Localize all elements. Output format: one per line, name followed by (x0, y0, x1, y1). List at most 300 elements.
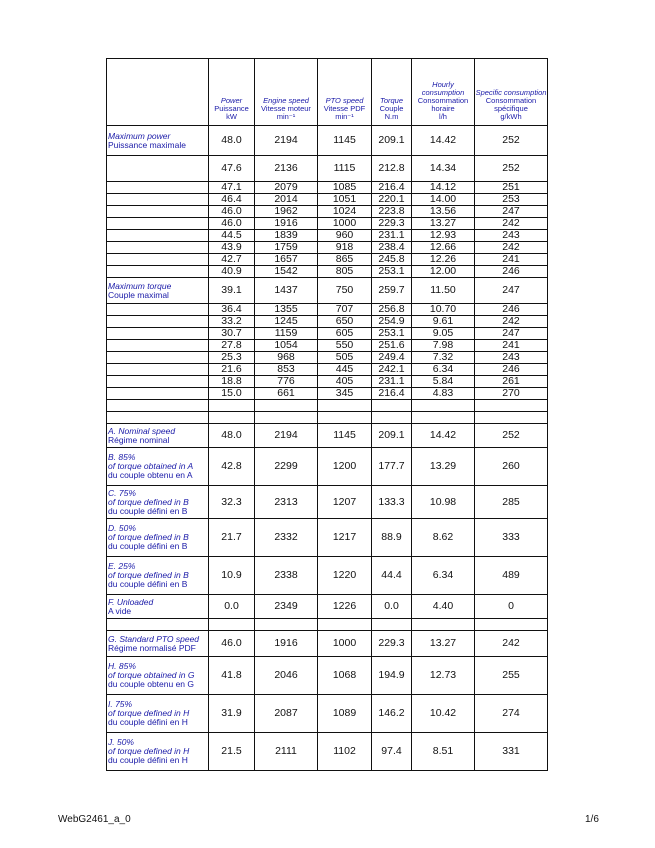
header-specific-consumption-fr: Consommation spécifique (485, 96, 537, 113)
cell-torque: 97.4 (372, 733, 412, 771)
row-label-fr: du couple défini en H (108, 717, 188, 727)
cell-pto-speed: 1000 (318, 218, 372, 230)
cell-pto-speed: 1226 (318, 595, 372, 619)
cell-engine-speed: 2349 (255, 595, 318, 619)
cell-engine-speed: 776 (255, 376, 318, 388)
cell-engine-speed: 2313 (255, 486, 318, 519)
header-engine-speed-fr: Vitesse moteur (261, 104, 311, 113)
row-label (107, 448, 209, 486)
cell-engine-speed: 968 (255, 352, 318, 364)
cell-power: 21.7 (209, 519, 255, 557)
cell-hourly-consumption: 13.27 (412, 631, 475, 657)
cell-pto-speed: 1102 (318, 733, 372, 771)
cell-pto-speed: 405 (318, 376, 372, 388)
cell-power: 42.7 (209, 254, 255, 266)
header-hourly-consumption (412, 59, 475, 126)
cell-specific-consumption: 274 (475, 695, 548, 733)
cell-power: 46.4 (209, 194, 255, 206)
cell-torque (372, 400, 412, 412)
cell-hourly-consumption (412, 400, 475, 412)
row-label (107, 266, 209, 278)
cell-pto-speed: 1085 (318, 182, 372, 194)
cell-pto-speed: 1145 (318, 424, 372, 448)
cell-pto-speed: 1145 (318, 126, 372, 156)
row-label (107, 364, 209, 376)
cell-pto-speed: 750 (318, 278, 372, 304)
row-label-en: A. Nominal speed (108, 425, 176, 436)
header-torque-unit: N.m (384, 112, 399, 121)
cell-engine-speed: 2079 (255, 182, 318, 194)
cell-hourly-consumption: 5.84 (412, 376, 475, 388)
cell-pto-speed: 1115 (318, 156, 372, 182)
table-row (107, 657, 548, 695)
row-label (107, 412, 209, 424)
cell-engine-speed: 2087 (255, 695, 318, 733)
cell-engine-speed: 1054 (255, 340, 318, 352)
row-label (107, 218, 209, 230)
cell-power: 46.0 (209, 631, 255, 657)
cell-power: 21.6 (209, 364, 255, 376)
cell-power: 15.0 (209, 388, 255, 400)
cell-pto-speed: 1000 (318, 631, 372, 657)
cell-hourly-consumption: 6.34 (412, 364, 475, 376)
row-label (107, 304, 209, 316)
cell-hourly-consumption: 14.42 (412, 424, 475, 448)
cell-torque: 216.4 (372, 182, 412, 194)
cell-hourly-consumption: 6.34 (412, 557, 475, 595)
header-pto-speed (318, 59, 372, 126)
row-label (107, 557, 209, 595)
row-label-en: E. 25% of torque defined in B (108, 561, 189, 580)
cell-power: 32.3 (209, 486, 255, 519)
row-label (107, 388, 209, 400)
cell-hourly-consumption: 8.51 (412, 733, 475, 771)
cell-pto-speed: 1051 (318, 194, 372, 206)
cell-specific-consumption: 243 (475, 352, 548, 364)
row-label (107, 340, 209, 352)
row-label-fr: Couple maximal (108, 289, 169, 300)
cell-hourly-consumption: 14.34 (412, 156, 475, 182)
cell-torque: 0.0 (372, 595, 412, 619)
row-label-fr: Puissance maximale (108, 139, 186, 150)
cell-specific-consumption: 246 (475, 364, 548, 376)
row-label (107, 424, 209, 448)
cell-specific-consumption (475, 412, 548, 424)
row-label-en: C. 75% of torque defined in B (108, 487, 189, 507)
header-engine-speed (255, 59, 318, 126)
row-label (107, 631, 209, 657)
row-label (107, 657, 209, 695)
row-label (107, 206, 209, 218)
cell-torque: 249.4 (372, 352, 412, 364)
cell-power: 39.1 (209, 278, 255, 304)
cell-specific-consumption: 242 (475, 242, 548, 254)
header-power (209, 59, 255, 126)
table-row (107, 364, 548, 376)
table-row (107, 242, 548, 254)
cell-power: 43.9 (209, 242, 255, 254)
cell-hourly-consumption: 12.93 (412, 230, 475, 242)
cell-power: 48.0 (209, 126, 255, 156)
cell-engine-speed: 2194 (255, 424, 318, 448)
cell-engine-speed: 1657 (255, 254, 318, 266)
cell-hourly-consumption: 12.66 (412, 242, 475, 254)
table-row (107, 388, 548, 400)
cell-engine-speed: 2111 (255, 733, 318, 771)
header-power-fr: Puissance (214, 104, 249, 113)
cell-power (209, 619, 255, 631)
cell-specific-consumption: 252 (475, 126, 548, 156)
row-label (107, 194, 209, 206)
cell-hourly-consumption: 9.05 (412, 328, 475, 340)
cell-torque: 44.4 (372, 557, 412, 595)
cell-pto-speed: 550 (318, 340, 372, 352)
table-row (107, 340, 548, 352)
table-row (107, 595, 548, 619)
cell-engine-speed: 1355 (255, 304, 318, 316)
document-id: WebG2461_a_0 (58, 814, 131, 825)
cell-hourly-consumption: 10.98 (412, 486, 475, 519)
cell-pto-speed: 605 (318, 328, 372, 340)
row-label-en: F. Unloaded (108, 596, 154, 607)
cell-specific-consumption: 241 (475, 340, 548, 352)
table-row (107, 218, 548, 230)
cell-specific-consumption: 247 (475, 328, 548, 340)
cell-power: 46.0 (209, 218, 255, 230)
cell-power: 36.4 (209, 304, 255, 316)
cell-engine-speed: 1916 (255, 631, 318, 657)
cell-hourly-consumption: 14.12 (412, 182, 475, 194)
table-row (107, 328, 548, 340)
header-pto-speed-fr: Vitesse PDF (323, 104, 366, 113)
table-row (107, 266, 548, 278)
row-label (107, 519, 209, 557)
cell-specific-consumption: 242 (475, 316, 548, 328)
header-torque-en: Torque (379, 96, 404, 105)
row-label-en: I. 75% of torque defined in H (108, 699, 190, 718)
table-row (107, 194, 548, 206)
cell-specific-consumption: 260 (475, 448, 548, 486)
header-torque (372, 59, 412, 126)
row-label (107, 486, 209, 519)
table-row (107, 230, 548, 242)
cell-power: 25.3 (209, 352, 255, 364)
table-row (107, 448, 548, 486)
cell-specific-consumption: 331 (475, 733, 548, 771)
cell-power: 42.8 (209, 448, 255, 486)
cell-engine-speed: 2338 (255, 557, 318, 595)
row-label (107, 242, 209, 254)
cell-torque: 229.3 (372, 631, 412, 657)
cell-specific-consumption (475, 400, 548, 412)
table-row (107, 304, 548, 316)
cell-pto-speed (318, 412, 372, 424)
cell-specific-consumption: 241 (475, 254, 548, 266)
row-label (107, 400, 209, 412)
cell-power: 48.0 (209, 424, 255, 448)
cell-hourly-consumption (412, 412, 475, 424)
cell-hourly-consumption: 14.00 (412, 194, 475, 206)
cell-specific-consumption: 333 (475, 519, 548, 557)
cell-torque: 238.4 (372, 242, 412, 254)
header-hourly-consumption-en: Hourly consumption (421, 80, 465, 97)
cell-power: 41.8 (209, 657, 255, 695)
cell-specific-consumption: 270 (475, 388, 548, 400)
cell-torque: 209.1 (372, 126, 412, 156)
cell-power: 47.1 (209, 182, 255, 194)
cell-specific-consumption: 247 (475, 206, 548, 218)
cell-engine-speed: 1245 (255, 316, 318, 328)
cell-engine-speed: 1962 (255, 206, 318, 218)
row-label-fr: du couple défini en B (108, 579, 188, 589)
cell-pto-speed: 1068 (318, 657, 372, 695)
page-number: 1/6 (585, 814, 599, 825)
cell-power: 40.9 (209, 266, 255, 278)
cell-engine-speed (255, 400, 318, 412)
cell-pto-speed: 505 (318, 352, 372, 364)
row-label-fr: Régime normalisé PDF (108, 642, 196, 653)
cell-specific-consumption: 253 (475, 194, 548, 206)
row-label-fr: du couple obtenu en G (108, 679, 195, 689)
cell-specific-consumption: 246 (475, 266, 548, 278)
header-pto-speed-unit: min⁻¹ (335, 112, 354, 121)
cell-torque: 194.9 (372, 657, 412, 695)
row-label (107, 156, 209, 182)
cell-torque: 216.4 (372, 388, 412, 400)
cell-power: 21.5 (209, 733, 255, 771)
header-power-en: Power (220, 96, 243, 105)
header-label (107, 59, 209, 126)
cell-engine-speed: 661 (255, 388, 318, 400)
row-label-fr: A vide (108, 605, 132, 616)
cell-engine-speed: 1437 (255, 278, 318, 304)
header-row (107, 59, 548, 126)
cell-specific-consumption: 261 (475, 376, 548, 388)
row-label-fr: du couple défini en B (108, 505, 188, 516)
table-row (107, 519, 548, 557)
cell-pto-speed (318, 619, 372, 631)
cell-power: 10.9 (209, 557, 255, 595)
row-label (107, 126, 209, 156)
table-row (107, 156, 548, 182)
cell-hourly-consumption: 8.62 (412, 519, 475, 557)
cell-pto-speed: 707 (318, 304, 372, 316)
cell-hourly-consumption: 9.61 (412, 316, 475, 328)
row-label (107, 376, 209, 388)
cell-specific-consumption: 251 (475, 182, 548, 194)
cell-pto-speed: 865 (318, 254, 372, 266)
cell-hourly-consumption: 4.40 (412, 595, 475, 619)
cell-engine-speed: 2194 (255, 126, 318, 156)
row-label (107, 278, 209, 304)
row-label (107, 733, 209, 771)
results-table (106, 58, 548, 771)
row-label (107, 328, 209, 340)
cell-specific-consumption: 252 (475, 156, 548, 182)
cell-torque: 177.7 (372, 448, 412, 486)
row-label-fr: du couple obtenu en A (108, 470, 193, 480)
cell-pto-speed: 345 (318, 388, 372, 400)
cell-power: 0.0 (209, 595, 255, 619)
cell-hourly-consumption: 4.83 (412, 388, 475, 400)
cell-engine-speed: 1916 (255, 218, 318, 230)
cell-power: 47.6 (209, 156, 255, 182)
cell-torque: 259.7 (372, 278, 412, 304)
table-row (107, 619, 548, 631)
cell-hourly-consumption: 13.56 (412, 206, 475, 218)
table-row (107, 376, 548, 388)
cell-power: 18.8 (209, 376, 255, 388)
row-label (107, 230, 209, 242)
cell-hourly-consumption: 12.26 (412, 254, 475, 266)
cell-pto-speed (318, 400, 372, 412)
table-row (107, 486, 548, 519)
row-label-en: D. 50% of torque defined in B (108, 523, 189, 542)
table-row (107, 254, 548, 266)
cell-power: 27.8 (209, 340, 255, 352)
cell-power (209, 400, 255, 412)
header-engine-speed-unit: min⁻¹ (276, 112, 296, 121)
cell-torque: 254.9 (372, 316, 412, 328)
row-label-en: H. 85% of torque obtained in G (108, 661, 195, 680)
cell-pto-speed: 445 (318, 364, 372, 376)
row-label-en: Maximum torque (108, 280, 172, 291)
row-label (107, 695, 209, 733)
row-label (107, 352, 209, 364)
cell-pto-speed: 1089 (318, 695, 372, 733)
cell-engine-speed: 2136 (255, 156, 318, 182)
row-label-fr: du couple défini en B (108, 541, 188, 551)
table-row (107, 424, 548, 448)
cell-hourly-consumption: 11.50 (412, 278, 475, 304)
cell-torque: 256.8 (372, 304, 412, 316)
cell-torque: 245.8 (372, 254, 412, 266)
row-label-fr: du couple défini en H (108, 755, 188, 765)
cell-hourly-consumption: 13.27 (412, 218, 475, 230)
cell-torque: 212.8 (372, 156, 412, 182)
table-row (107, 278, 548, 304)
cell-specific-consumption: 0 (475, 595, 548, 619)
table-row (107, 695, 548, 733)
header-torque-fr: Couple (379, 104, 404, 113)
cell-engine-speed: 1839 (255, 230, 318, 242)
cell-pto-speed: 1024 (318, 206, 372, 218)
cell-power: 30.7 (209, 328, 255, 340)
cell-hourly-consumption (412, 619, 475, 631)
header-power-unit: kW (226, 112, 237, 121)
cell-specific-consumption: 247 (475, 278, 548, 304)
cell-engine-speed: 2046 (255, 657, 318, 695)
table-row (107, 400, 548, 412)
cell-engine-speed: 853 (255, 364, 318, 376)
row-label-en: Maximum power (108, 130, 171, 141)
cell-engine-speed: 1759 (255, 242, 318, 254)
cell-torque: 223.8 (372, 206, 412, 218)
header-specific-consumption-en: Specific consumption (475, 88, 547, 97)
cell-engine-speed: 1542 (255, 266, 318, 278)
header-specific-consumption-unit: g/kWh (500, 112, 522, 121)
cell-hourly-consumption: 10.42 (412, 695, 475, 733)
row-label (107, 619, 209, 631)
cell-hourly-consumption: 13.29 (412, 448, 475, 486)
cell-torque (372, 619, 412, 631)
row-label (107, 316, 209, 328)
table-row (107, 126, 548, 156)
cell-specific-consumption: 242 (475, 218, 548, 230)
cell-engine-speed: 2014 (255, 194, 318, 206)
cell-torque: 146.2 (372, 695, 412, 733)
row-label-en: G. Standard PTO speed (108, 633, 200, 644)
cell-specific-consumption: 246 (475, 304, 548, 316)
cell-specific-consumption: 242 (475, 631, 548, 657)
cell-torque: 229.3 (372, 218, 412, 230)
row-label (107, 182, 209, 194)
header-engine-speed-en: Engine speed (263, 96, 309, 105)
cell-hourly-consumption: 7.32 (412, 352, 475, 364)
cell-specific-consumption: 243 (475, 230, 548, 242)
cell-engine-speed: 2299 (255, 448, 318, 486)
table-row (107, 412, 548, 424)
table-row (107, 557, 548, 595)
cell-specific-consumption: 252 (475, 424, 548, 448)
table-row (107, 182, 548, 194)
cell-torque: 253.1 (372, 328, 412, 340)
cell-hourly-consumption: 10.70 (412, 304, 475, 316)
table-row (107, 316, 548, 328)
table-row (107, 631, 548, 657)
cell-engine-speed: 1159 (255, 328, 318, 340)
cell-specific-consumption: 489 (475, 557, 548, 595)
cell-pto-speed: 650 (318, 316, 372, 328)
cell-specific-consumption: 255 (475, 657, 548, 695)
cell-pto-speed: 918 (318, 242, 372, 254)
header-pto-speed-en: PTO speed (325, 96, 364, 105)
cell-torque: 242.1 (372, 364, 412, 376)
cell-torque: 88.9 (372, 519, 412, 557)
cell-hourly-consumption: 12.73 (412, 657, 475, 695)
row-label-fr: Régime nominal (108, 434, 170, 445)
cell-power: 33.2 (209, 316, 255, 328)
cell-hourly-consumption: 7.98 (412, 340, 475, 352)
cell-engine-speed: 2332 (255, 519, 318, 557)
row-label (107, 254, 209, 266)
cell-power: 44.5 (209, 230, 255, 242)
cell-torque: 220.1 (372, 194, 412, 206)
cell-pto-speed: 1200 (318, 448, 372, 486)
cell-engine-speed (255, 619, 318, 631)
row-label (107, 595, 209, 619)
cell-power (209, 412, 255, 424)
cell-torque: 231.1 (372, 230, 412, 242)
cell-power: 31.9 (209, 695, 255, 733)
cell-hourly-consumption: 12.00 (412, 266, 475, 278)
table-row (107, 206, 548, 218)
cell-torque (372, 412, 412, 424)
cell-torque: 133.3 (372, 486, 412, 519)
cell-pto-speed: 805 (318, 266, 372, 278)
cell-pto-speed: 1207 (318, 486, 372, 519)
table-row (107, 352, 548, 364)
cell-torque: 251.6 (372, 340, 412, 352)
header-specific-consumption (475, 59, 548, 126)
cell-pto-speed: 960 (318, 230, 372, 242)
test-results-table (106, 58, 547, 771)
cell-power: 46.0 (209, 206, 255, 218)
header-hourly-consumption-fr: Consommation horaire (417, 96, 469, 113)
cell-specific-consumption (475, 619, 548, 631)
cell-torque: 209.1 (372, 424, 412, 448)
cell-engine-speed (255, 412, 318, 424)
